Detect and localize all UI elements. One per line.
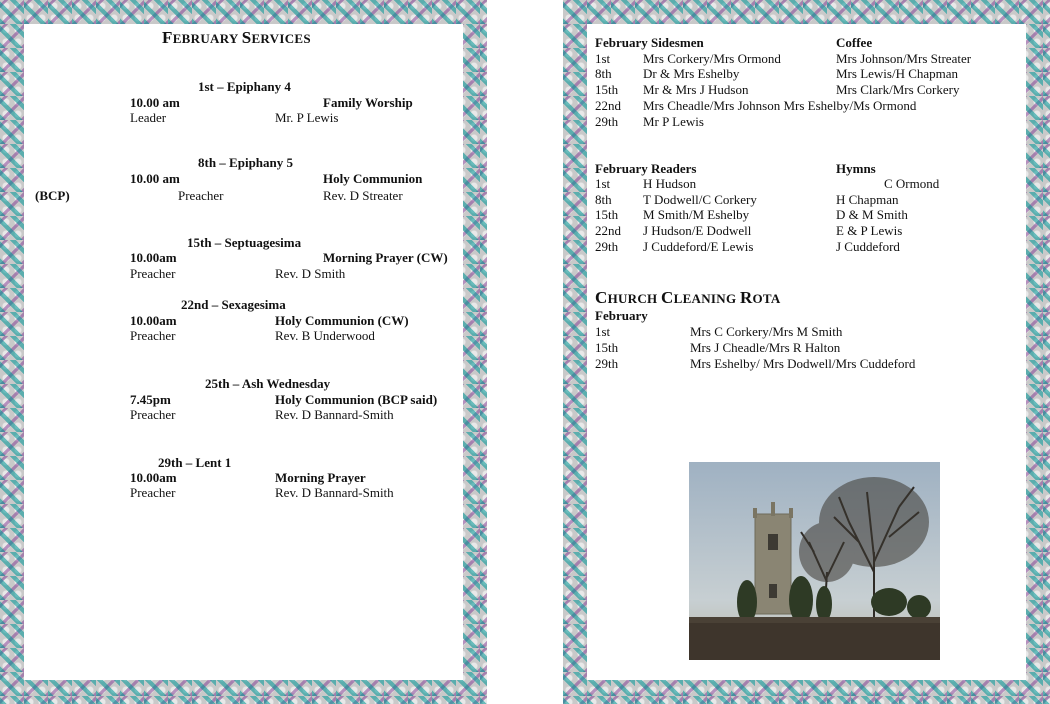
- readers-heading: February Readers: [595, 161, 697, 176]
- sidesmen-names: Mr & Mrs J Hudson: [643, 82, 749, 97]
- service-person: Rev. D Streater: [323, 188, 403, 203]
- service-person: Rev. D Bannard-Smith: [275, 485, 394, 500]
- sidesmen-names: Mrs Corkery/Mrs Ormond: [643, 51, 781, 66]
- readers-names: M Smith/M Eshelby: [643, 207, 750, 222]
- sidesmen-day: 8th: [595, 66, 612, 81]
- service-time: 10.00am: [130, 470, 177, 485]
- sidesmen-day: 15th: [595, 82, 619, 97]
- service-name: Holy Communion: [323, 171, 423, 186]
- readers-day: 8th: [595, 192, 612, 207]
- readers-names: J Cuddeford/E Lewis: [643, 239, 754, 254]
- cleaning-heading: CHURCH CLEANING ROTA: [595, 288, 781, 307]
- service-name: Holy Communion (CW): [275, 313, 409, 328]
- readers-names: J Hudson/E Dodwell: [643, 223, 752, 238]
- hymns-names: H Chapman: [836, 192, 899, 207]
- service-person: Rev. D Bannard-Smith: [275, 407, 394, 422]
- service-time: 7.45pm: [130, 392, 171, 407]
- sidesmen-names: Mrs Cheadle/Mrs Johnson Mrs Eshelby/Ms Ormond: [643, 98, 917, 113]
- hymns-names: E & P Lewis: [836, 223, 903, 238]
- service-date: 29th – Lent 1: [158, 455, 232, 470]
- service-date: 8th – Epiphany 5: [198, 155, 294, 170]
- cleaning-names: Mrs C Corkery/Mrs M Smith: [690, 324, 843, 339]
- service-role: Preacher: [130, 266, 176, 281]
- sidesmen-day: 29th: [595, 114, 619, 129]
- service-time: 10.00 am: [130, 95, 180, 110]
- coffee-names: Mrs Lewis/H Chapman: [836, 66, 959, 81]
- service-role: Preacher: [178, 188, 224, 203]
- service-date: 25th – Ash Wednesday: [205, 376, 331, 391]
- hymns-names: C Ormond: [884, 176, 940, 191]
- service-person: Mr. P Lewis: [275, 110, 339, 125]
- service-name: Morning Prayer: [275, 470, 366, 485]
- service-time: 10.00am: [130, 313, 177, 328]
- service-time: 10.00 am: [130, 171, 180, 186]
- readers-names: H Hudson: [643, 176, 697, 191]
- left-page: [0, 0, 487, 704]
- services-heading: FEBRUARY SERVICES: [162, 28, 311, 47]
- service-name: Family Worship: [323, 95, 413, 110]
- cleaning-day: 1st: [595, 324, 611, 339]
- service-date: 15th – Septuagesima: [187, 235, 302, 250]
- sidesmen-names: Dr & Mrs Eshelby: [643, 66, 740, 81]
- service-role: Preacher: [130, 407, 176, 422]
- service-person: Rev. B Underwood: [275, 328, 375, 343]
- sidesmen-day: 22nd: [595, 98, 621, 113]
- service-person: Rev. D Smith: [275, 266, 346, 281]
- service-note: (BCP): [35, 188, 70, 203]
- cleaning-names: Mrs Eshelby/ Mrs Dodwell/Mrs Cuddeford: [690, 356, 916, 371]
- coffee-heading: Coffee: [836, 35, 873, 50]
- readers-day: 29th: [595, 239, 619, 254]
- cleaning-names: Mrs J Cheadle/Mrs R Halton: [690, 340, 841, 355]
- readers-day: 1st: [595, 176, 611, 191]
- service-role: Preacher: [130, 485, 176, 500]
- cleaning-month: February: [595, 308, 648, 323]
- cleaning-day: 29th: [595, 356, 619, 371]
- hymns-names: D & M Smith: [836, 207, 908, 222]
- cleaning-day: 15th: [595, 340, 619, 355]
- readers-day: 22nd: [595, 223, 621, 238]
- readers-names: T Dodwell/C Corkery: [643, 192, 757, 207]
- church-photo: [689, 462, 940, 660]
- service-name: Holy Communion (BCP said): [275, 392, 438, 407]
- service-time: 10.00am: [130, 250, 177, 265]
- coffee-names: Mrs Clark/Mrs Corkery: [836, 82, 960, 97]
- sidesmen-day: 1st: [595, 51, 611, 66]
- hymns-heading: Hymns: [836, 161, 876, 176]
- service-role: Preacher: [130, 328, 176, 343]
- service-date: 1st – Epiphany 4: [198, 79, 291, 94]
- service-name: Morning Prayer (CW): [323, 250, 448, 265]
- service-role: Leader: [130, 110, 167, 125]
- left-page-content: [24, 24, 463, 680]
- sidesmen-names: Mr P Lewis: [643, 114, 704, 129]
- coffee-names: Mrs Johnson/Mrs Streater: [836, 51, 972, 66]
- sidesmen-heading: February Sidesmen: [595, 35, 704, 50]
- hymns-names: J Cuddeford: [836, 239, 900, 254]
- readers-day: 15th: [595, 207, 619, 222]
- service-date: 22nd – Sexagesima: [181, 297, 286, 312]
